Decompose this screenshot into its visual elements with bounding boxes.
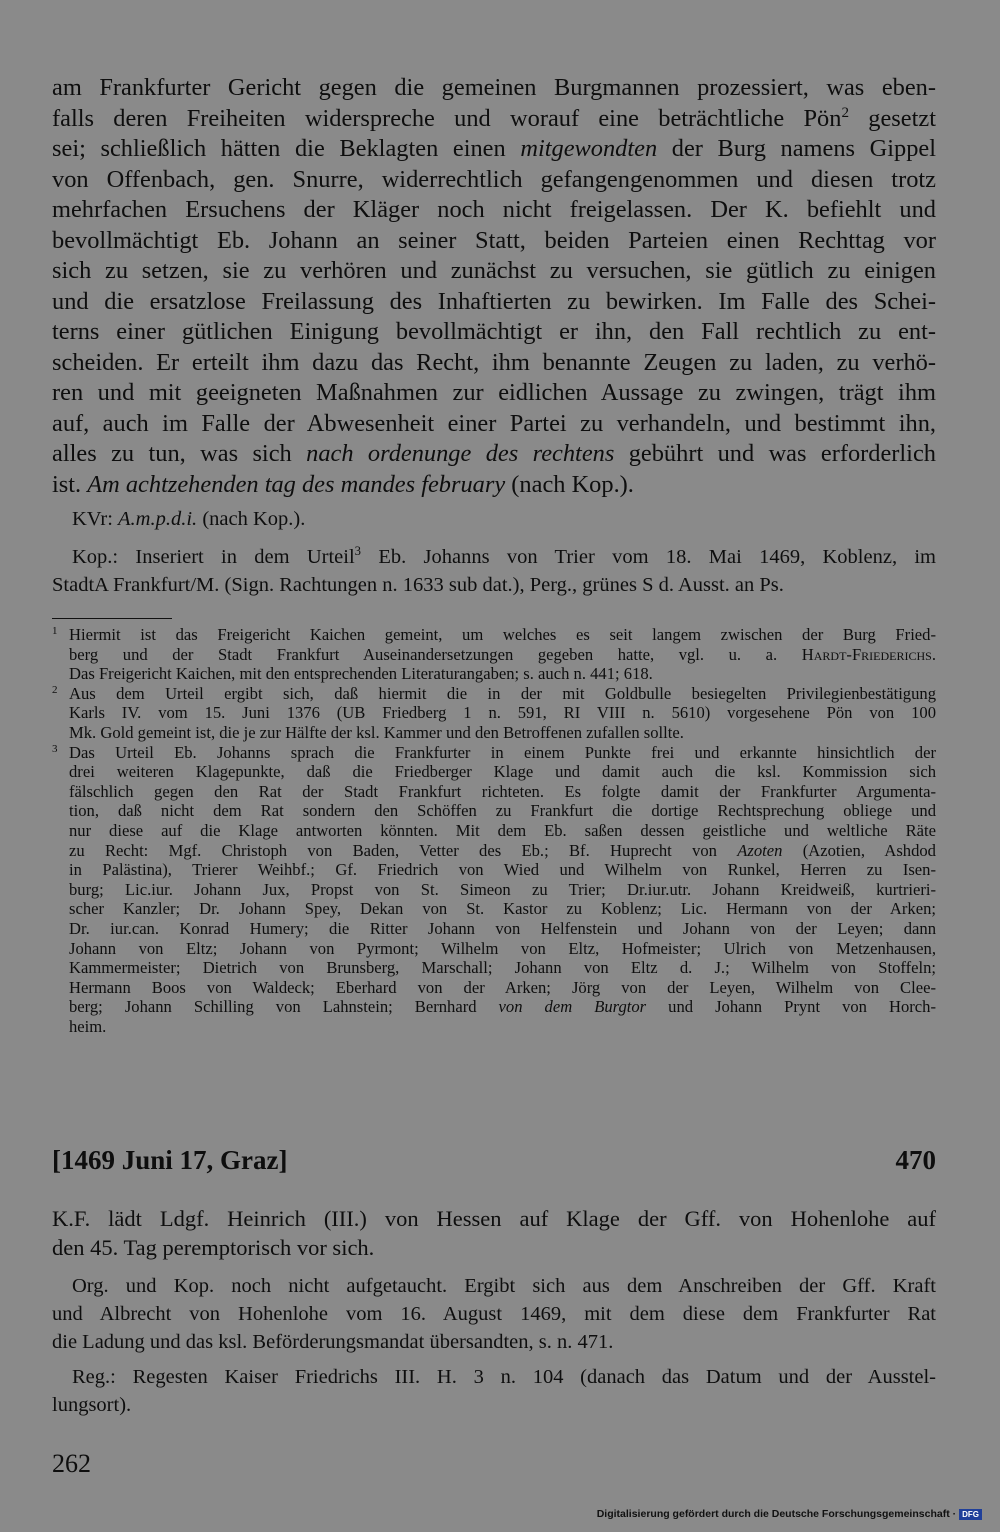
text-line: falls deren Freiheiten widerspreche und worauf eine beträchtliche Pön$^2$ gesetzt xyxy=(52,104,936,132)
footnotes xyxy=(52,625,936,1036)
text-line: terns einer gütlichen Einigung bevollmächtigt er ihn, den Fall rechtlich zu ent- xyxy=(52,318,936,345)
footnote-3: 3 Das Urteil Eb. Johanns sprach die Frankfurter in einem Punkte frei und erkannte hinsichtlich der drei weiteren Klagepunkte, daß die Friedberger Klage und damit auch die ksl. Kommission sich fälschlich gegen den Rat der Stadt Frankfurt richteten. Es folgte damit der Frankfurter Argumenta- tion, daß nicht dem Rat sondern den Schöffen zu Frankfurt die dortige Rechtsprechung obliege und nur diese auf die Klage antworten könnten. Mit dem Eb. saßen dessen geistliche und weltliche Räte zu Recht: Mgf. Christoph von Baden, Vetter des Eb.; Bf. Huprecht von Azoten (Azotien, Ashdod in Palästina), Trierer Weihbf.; Gf. Friedrich von Wied und Wilhelm von Runkel, Herren zu Isen- burg; Lic.iur. Johann Jux, Propst von St. Simeon zu Trier; Dr.iur.utr. Johann Kreidweiß, kurtrieri- scher Kanzler; Dr. Johann Spey, Dekan von St. Kastor zu Koblenz; Lic. Hermann von der Arken; Dr. iur.can. Konrad Humery; die Ritter Johann von Helfenstein und Johann von der Leyen; dann Johann von Eltz; Johann von Pyrmont; Wilhelm von Eltz, Hofmeister; Ulrich von Metzenhausen, Kammermeister; Dietrich von Brunsberg, Marschall; Johann von Eltz d. J.; Wilhelm von Stoffeln; Hermann Boos von Waldeck; Eberhard von der Arken; Jörg von der Leyen, Wilhelm von Clee- berg; Johann Schilling von Lahnstein; Bernhard von dem Burgtor und Johann Prynt von Horch- heim. xyxy=(52,743,936,1037)
text-line: scheiden. Er erteilt ihm dazu das Recht, ihm benannte Zeugen zu laden, zu verhö- xyxy=(52,348,936,376)
entry-date-place: [1469 Juni 17, Graz] xyxy=(52,1145,288,1175)
footnote-number: 3 xyxy=(52,742,58,755)
text-line: StadtA Frankfurt/M. (Sign. Rachtungen n. 1633 sub dat.), Perg., grünes S d. Ausst. an Ps. xyxy=(52,574,784,596)
entry-summary: K.F. lädt Ldgf. Heinrich (III.) von Hessen auf Klage der Gff. von Hohenlohe auf den 45. Tag peremptorisch vor sich. xyxy=(52,1206,936,1260)
text-line: alles zu tun, was sich nach ordenunge des rechtens gebührt und was erforderlich xyxy=(52,440,936,467)
text-line: auf, auch im Falle der Abwesenheit einer Partei zu verhandeln, und bestimmt ihn, xyxy=(52,409,936,437)
kop-paragraph xyxy=(52,543,936,599)
text-line: ren und mit geeigneten Maßnahmen zur eidlichen Aussage zu zwingen, trägt ihm xyxy=(52,379,936,406)
entry-number: 470 xyxy=(895,1145,936,1175)
footer-text: Digitalisierung gefördert durch die Deutsche Forschungsgemeinschaft · xyxy=(596,1508,957,1520)
reg-paragraph: Reg.: Regesten Kaiser Friedrichs III. H. 3 n. 104 (danach das Datum und der Ausstel- lungsort). xyxy=(52,1366,936,1416)
text-line: sich zu setzen, sie zu verhören und zunächst zu versuchen, sie gütlich zu einigen xyxy=(52,257,936,284)
footnote-2: 2 Aus dem Urteil ergibt sich, daß hiermit die in der mit Goldbulle besiegelten Privilegienbestätigung Karls IV. vom 15. Juni 1376 (UB Friedberg 1 n. 591, RI VIII n. 5610) vorgesehene Pön von 100 Mk. Gold gemeint ist, die je zur Hälfte der ksl. Kammer und den Betroffenen zufallen sollte. xyxy=(52,684,936,743)
text-line: bevollmächtigt Eb. Johann an seiner Statt, beiden Parteien einen Rechttag vor xyxy=(52,226,936,254)
text-line: am Frankfurter Gericht gegen die gemeinen Burgmannen prozessiert, was eben- xyxy=(52,74,936,101)
text-line: Kop.: Inseriert in dem Urteil$^3$ Eb. Johanns von Trier vom 18. Mai 1469, Koblenz, im xyxy=(72,544,937,568)
page-number: 262 xyxy=(52,1449,91,1478)
text-line: von Offenbach, gen. Snurre, widerrechtlich gefangengenommen und diesen trotz xyxy=(52,165,936,193)
footnote-ref: 3 xyxy=(354,544,362,559)
org-paragraph: Org. und Kop. noch nicht aufgetaucht. Ergibt sich aus dem Anschreiben der Gff. Kraft und Albrecht von Hohenlohe vom 16. August 1469, mit dem diese dem Frankfurter Rat die Ladung und das ksl. Beförderungsmandat übersandten, s. n. 471. xyxy=(52,1275,936,1353)
footnote-number: 1 xyxy=(52,625,58,637)
dfg-logo: DFG xyxy=(959,1509,982,1520)
paragraph-main xyxy=(52,73,936,500)
footnote-ref: 2 xyxy=(841,104,849,121)
text-line: ist. Am achtzehenden tag des mandes february (nach Kop.). xyxy=(52,470,634,498)
footnote-divider xyxy=(52,618,172,619)
footnote-number: 2 xyxy=(52,683,58,696)
text-line: und die ersatzlose Freilassung des Inhaftierten zu bewirken. Im Falle des Schei- xyxy=(52,287,936,315)
footnote-1: 1 Hiermit ist das Freigericht Kaichen gemeint, um welches es seit langem zwischen der Burg Fried- berg und der Stadt Frankfurt Auseinandersetzungen gegeben hatte, vgl. u. a. Hardt-Friederichs. Das Freigericht Kaichen, mit den entsprechenden Literaturangaben; s. auch n. 441; 618. xyxy=(52,625,936,684)
text-line: mehrfachen Ersuchens der Kläger noch nicht freigelassen. Der K. befiehlt und xyxy=(52,196,936,223)
entry-heading xyxy=(52,1145,936,1176)
text-line: sei; schließlich hätten die Beklagten einen mitgewondten der Burg namens Gippel xyxy=(52,135,937,162)
kvr-note: KVr: A.m.p.d.i. (nach Kop.). xyxy=(72,508,306,530)
dfg-footer xyxy=(597,1508,982,1520)
